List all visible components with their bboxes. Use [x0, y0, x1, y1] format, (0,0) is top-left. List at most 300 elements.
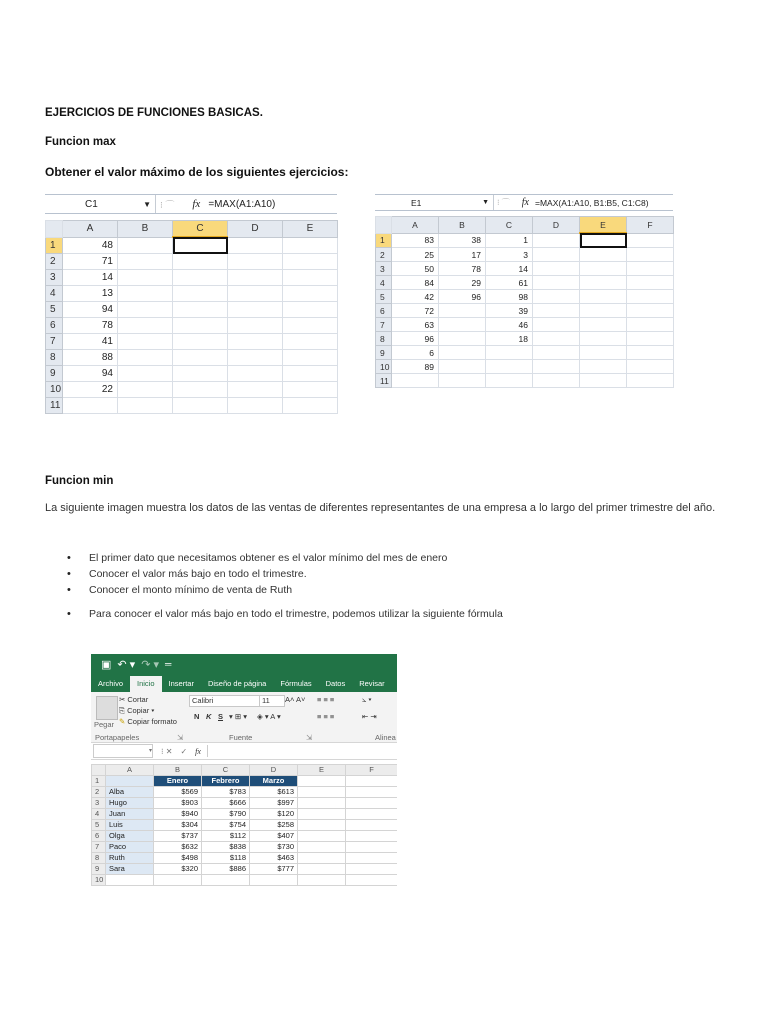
cell[interactable]	[250, 875, 298, 886]
cell[interactable]: 17	[439, 248, 486, 262]
cell[interactable]	[627, 346, 674, 360]
cell[interactable]: 63	[392, 318, 439, 332]
cell[interactable]	[627, 374, 674, 388]
cell[interactable]	[346, 831, 398, 842]
table-row	[46, 302, 338, 318]
cell[interactable]	[228, 270, 283, 286]
cell[interactable]	[533, 360, 580, 374]
name-cell[interactable]: Luis	[106, 820, 154, 831]
row-header[interactable]: 2	[376, 248, 392, 262]
list-item: • El primer dato que necesitamos obtener es el valor mínimo del mes de enero	[45, 550, 725, 566]
excel-window	[91, 654, 397, 900]
row-header[interactable]: 1	[92, 776, 106, 787]
column-header[interactable]: F	[346, 765, 398, 776]
cell[interactable]	[118, 382, 173, 398]
cell[interactable]	[533, 346, 580, 360]
cell[interactable]: $613	[250, 787, 298, 798]
cell[interactable]	[627, 290, 674, 304]
cell[interactable]	[298, 820, 346, 831]
cell[interactable]: $790	[202, 809, 250, 820]
cell[interactable]	[298, 787, 346, 798]
cell[interactable]: 61	[486, 276, 533, 290]
font-size-select[interactable]: 11	[259, 695, 285, 707]
cell[interactable]: $118	[202, 853, 250, 864]
cell[interactable]	[173, 318, 228, 334]
row-header[interactable]: 6	[376, 304, 392, 318]
copy-icon: ⎘	[119, 706, 128, 715]
cell[interactable]	[486, 374, 533, 388]
cell[interactable]: $886	[202, 864, 250, 875]
row-header[interactable]: 8	[46, 350, 63, 366]
row-header[interactable]: 5	[46, 302, 63, 318]
column-header[interactable]: A	[106, 765, 154, 776]
formula-bar	[91, 743, 397, 760]
cell[interactable]	[106, 875, 154, 886]
cell[interactable]	[118, 302, 173, 318]
row-header[interactable]: 7	[376, 318, 392, 332]
separator-icon: ⁝ ⌒	[160, 199, 175, 210]
cell[interactable]: 25	[392, 248, 439, 262]
cell[interactable]	[298, 831, 346, 842]
cell[interactable]	[580, 332, 627, 346]
cell[interactable]	[283, 254, 338, 270]
cell[interactable]	[118, 318, 173, 334]
table-row	[46, 237, 338, 254]
cell[interactable]	[298, 809, 346, 820]
formula-text[interactable]: =MAX(A1:A10, B1:B5, C1:C8)	[534, 197, 649, 208]
cell[interactable]	[283, 318, 338, 334]
cell[interactable]: 38	[439, 233, 486, 248]
cell[interactable]	[392, 374, 439, 388]
row-header[interactable]: 2	[46, 254, 63, 270]
italic-button[interactable]: K	[206, 712, 212, 721]
dropdown-arrow-icon[interactable]: ▼	[143, 199, 151, 209]
align-left-icon[interactable]: ≡ ≡ ≡	[317, 712, 335, 721]
table-row	[376, 276, 674, 290]
paste-icon[interactable]	[96, 696, 118, 720]
table-row	[92, 798, 398, 809]
min-bullet-list	[45, 550, 725, 598]
cell[interactable]: $112	[202, 831, 250, 842]
cell[interactable]: 14	[486, 262, 533, 276]
row-header[interactable]: 4	[46, 286, 63, 302]
cell[interactable]	[228, 318, 283, 334]
cell[interactable]: 50	[392, 262, 439, 276]
column-header[interactable]: A	[392, 217, 439, 234]
name-box[interactable]	[45, 195, 156, 213]
row-header[interactable]: 4	[92, 809, 106, 820]
cell[interactable]: $258	[250, 820, 298, 831]
cell[interactable]	[173, 334, 228, 350]
format-painter-button[interactable]	[119, 717, 177, 726]
cell[interactable]	[533, 276, 580, 290]
tab-datos[interactable]: Datos	[325, 679, 346, 688]
cell[interactable]	[580, 374, 627, 388]
fill-color-icon[interactable]: ◈ ▾ A ▾	[257, 712, 281, 721]
header-cell[interactable]: Febrero	[202, 776, 250, 787]
row-header[interactable]: 8	[376, 332, 392, 346]
cell[interactable]: 72	[392, 304, 439, 318]
cell[interactable]	[627, 276, 674, 290]
cell[interactable]	[228, 382, 283, 398]
row-header[interactable]: 10	[46, 382, 63, 398]
grid-corner[interactable]	[376, 217, 392, 234]
cell[interactable]: 96	[392, 332, 439, 346]
cell[interactable]	[533, 332, 580, 346]
cell[interactable]	[283, 270, 338, 286]
cell[interactable]	[118, 366, 173, 382]
cell[interactable]	[173, 254, 228, 270]
cell[interactable]: 3	[486, 248, 533, 262]
cell[interactable]: 41	[63, 334, 118, 350]
cell[interactable]: $632	[154, 842, 202, 853]
enter-icon[interactable]: ✓	[180, 746, 188, 756]
cell[interactable]: 39	[486, 304, 533, 318]
function-icon[interactable]: fx	[521, 197, 529, 208]
cell[interactable]: 98	[486, 290, 533, 304]
cell[interactable]	[533, 290, 580, 304]
cell[interactable]	[346, 787, 398, 798]
cell[interactable]	[118, 334, 173, 350]
cell[interactable]	[283, 286, 338, 302]
row-header[interactable]: 8	[92, 853, 106, 864]
cell[interactable]	[173, 398, 228, 414]
table-row	[376, 332, 674, 346]
cell[interactable]	[118, 270, 173, 286]
cell[interactable]	[439, 332, 486, 346]
cell[interactable]: $997	[250, 798, 298, 809]
redo-icon[interactable]: ↷ ▾	[141, 658, 159, 671]
cell[interactable]	[346, 853, 398, 864]
column-header[interactable]: D	[250, 765, 298, 776]
cell[interactable]	[580, 318, 627, 332]
active-cell[interactable]	[580, 233, 627, 248]
font-name-select[interactable]: Calibri	[189, 695, 261, 707]
column-header[interactable]: E	[298, 765, 346, 776]
table-row	[92, 864, 398, 875]
cell[interactable]: $730	[250, 842, 298, 853]
tab-revisar[interactable]: Revisar	[359, 679, 385, 688]
row-header[interactable]: 5	[376, 290, 392, 304]
cell[interactable]: 89	[392, 360, 439, 374]
cell[interactable]	[228, 366, 283, 382]
name-cell[interactable]: Hugo	[106, 798, 154, 809]
indent-icon[interactable]: ⇤ ⇥	[362, 712, 377, 721]
cell[interactable]	[173, 286, 228, 302]
cell[interactable]	[298, 776, 346, 787]
cell[interactable]	[228, 350, 283, 366]
row-header[interactable]: 11	[376, 374, 392, 388]
table-row	[46, 334, 338, 350]
cell[interactable]	[106, 776, 154, 787]
cell[interactable]: $407	[250, 831, 298, 842]
tab-insertar[interactable]: Insertar	[168, 679, 194, 688]
cell[interactable]	[118, 254, 173, 270]
cell[interactable]: $666	[202, 798, 250, 809]
cell[interactable]	[228, 237, 283, 254]
cell[interactable]	[283, 237, 338, 254]
cell[interactable]	[173, 350, 228, 366]
tab-formulas[interactable]: Fórmulas	[280, 679, 312, 688]
tab-archivo[interactable]: Archivo	[98, 679, 124, 688]
cell[interactable]: $320	[154, 864, 202, 875]
undo-icon[interactable]: ↶ ▾	[117, 658, 136, 671]
borders-icon[interactable]: ▾ ⊞ ▾	[229, 712, 247, 721]
cell[interactable]	[627, 233, 674, 248]
row-header[interactable]: 5	[92, 820, 106, 831]
row-header[interactable]: 9	[46, 366, 63, 382]
cut-button[interactable]	[119, 695, 148, 704]
row-header[interactable]: 1	[46, 237, 63, 254]
column-header[interactable]: C	[486, 217, 533, 234]
cell[interactable]	[283, 398, 338, 414]
save-icon[interactable]: ▣	[101, 658, 112, 671]
cell[interactable]: $120	[250, 809, 298, 820]
cell[interactable]	[439, 304, 486, 318]
cell[interactable]	[173, 366, 228, 382]
row-header[interactable]: 10	[376, 360, 392, 374]
cell[interactable]: $783	[202, 787, 250, 798]
function-icon[interactable]: fx	[192, 198, 201, 210]
cell[interactable]: $304	[154, 820, 202, 831]
align-top-icon[interactable]: ≡ ≡ ≡	[317, 695, 335, 704]
cell[interactable]: 84	[392, 276, 439, 290]
cell[interactable]	[118, 237, 173, 254]
column-header[interactable]: B	[154, 765, 202, 776]
cell[interactable]	[533, 318, 580, 332]
customize-icon[interactable]: ═	[165, 659, 172, 669]
cell[interactable]	[118, 350, 173, 366]
cell[interactable]: 94	[63, 302, 118, 318]
cell[interactable]	[283, 350, 338, 366]
cell[interactable]	[533, 248, 580, 262]
cell[interactable]: 18	[486, 332, 533, 346]
cell[interactable]	[346, 864, 398, 875]
bold-button[interactable]: N	[194, 712, 200, 721]
cell[interactable]: $463	[250, 853, 298, 864]
cell[interactable]	[283, 382, 338, 398]
row-header[interactable]: 4	[376, 276, 392, 290]
cell[interactable]: 1	[486, 233, 533, 248]
cell[interactable]: 42	[392, 290, 439, 304]
cell[interactable]	[283, 366, 338, 382]
tab-inicio[interactable]: Inicio	[130, 676, 162, 692]
column-header[interactable]: B	[118, 221, 173, 238]
cell[interactable]	[439, 374, 486, 388]
row-header[interactable]: 2	[92, 787, 106, 798]
cell[interactable]: $838	[202, 842, 250, 853]
cell[interactable]	[580, 248, 627, 262]
cell[interactable]	[298, 864, 346, 875]
row-header[interactable]: 6	[46, 318, 63, 334]
dropdown-arrow-icon[interactable]: ▼	[482, 199, 489, 206]
cell[interactable]	[63, 398, 118, 414]
column-header[interactable]: D	[533, 217, 580, 234]
cell[interactable]	[533, 233, 580, 248]
cell[interactable]	[346, 820, 398, 831]
cell[interactable]: 71	[63, 254, 118, 270]
row-header[interactable]: 9	[92, 864, 106, 875]
row-header[interactable]: 9	[376, 346, 392, 360]
cell[interactable]	[173, 302, 228, 318]
cell[interactable]	[228, 254, 283, 270]
cell[interactable]	[627, 262, 674, 276]
cancel-icon[interactable]: ⁝ ✕	[161, 746, 173, 756]
cell[interactable]: $903	[154, 798, 202, 809]
cell[interactable]	[580, 304, 627, 318]
cell[interactable]	[283, 302, 338, 318]
row-header[interactable]: 7	[46, 334, 63, 350]
name-box[interactable]: ▾	[93, 744, 153, 758]
cell[interactable]	[173, 270, 228, 286]
cell[interactable]	[173, 382, 228, 398]
name-cell[interactable]: Sara	[106, 864, 154, 875]
name-cell[interactable]: Olga	[106, 831, 154, 842]
column-header[interactable]: C	[202, 765, 250, 776]
cell[interactable]	[439, 346, 486, 360]
column-header[interactable]: B	[439, 217, 486, 234]
cell[interactable]	[298, 875, 346, 886]
column-header[interactable]: F	[627, 217, 674, 234]
cell[interactable]: $777	[250, 864, 298, 875]
column-header-selected[interactable]: C	[173, 221, 228, 238]
cell[interactable]	[580, 276, 627, 290]
cell[interactable]	[346, 798, 398, 809]
function-icon[interactable]: fx	[195, 746, 201, 756]
cell[interactable]	[202, 875, 250, 886]
cell[interactable]	[346, 776, 398, 787]
header-cell[interactable]: Marzo	[250, 776, 298, 787]
cell[interactable]: 88	[63, 350, 118, 366]
cell[interactable]	[580, 262, 627, 276]
cell[interactable]	[298, 842, 346, 853]
column-header-selected[interactable]: E	[580, 217, 627, 234]
cell[interactable]	[154, 875, 202, 886]
cell[interactable]	[627, 304, 674, 318]
copy-button[interactable]: ⎘ Copiar ▾	[119, 706, 155, 715]
cell[interactable]: 29	[439, 276, 486, 290]
row-header[interactable]: 3	[92, 798, 106, 809]
row-header[interactable]: 1	[376, 233, 392, 248]
cell[interactable]	[298, 798, 346, 809]
column-header[interactable]: D	[228, 221, 283, 238]
formula-bar	[375, 194, 673, 211]
cell[interactable]	[486, 360, 533, 374]
cell[interactable]	[533, 262, 580, 276]
cell[interactable]: 78	[439, 262, 486, 276]
cell[interactable]: 78	[63, 318, 118, 334]
orientation-icon[interactable]: ⦣ ▾	[362, 695, 372, 704]
brush-icon: ✎	[119, 717, 128, 726]
cell[interactable]: 94	[63, 366, 118, 382]
grid-corner[interactable]	[92, 765, 106, 776]
cell[interactable]: 48	[63, 237, 118, 254]
cell[interactable]: $737	[154, 831, 202, 842]
cell[interactable]: 83	[392, 233, 439, 248]
row-header[interactable]: 6	[92, 831, 106, 842]
row-header[interactable]: 3	[376, 262, 392, 276]
cell[interactable]: 6	[392, 346, 439, 360]
cell[interactable]	[228, 302, 283, 318]
cell[interactable]	[580, 290, 627, 304]
underline-button[interactable]: S	[218, 712, 224, 721]
column-header[interactable]: E	[283, 221, 338, 238]
cell[interactable]	[346, 875, 398, 886]
cell[interactable]	[283, 334, 338, 350]
cell[interactable]: 96	[439, 290, 486, 304]
row-header[interactable]: 3	[46, 270, 63, 286]
group-label-alignment: Alinea	[375, 733, 396, 742]
cell[interactable]: $940	[154, 809, 202, 820]
cell[interactable]	[627, 360, 674, 374]
cell[interactable]	[580, 360, 627, 374]
cell[interactable]	[439, 318, 486, 332]
cell[interactable]	[118, 398, 173, 414]
format-painter-label: Copiar formato	[127, 717, 177, 726]
paste-button[interactable]: Pegar	[94, 720, 115, 729]
active-cell[interactable]	[173, 237, 228, 254]
cell[interactable]	[627, 332, 674, 346]
cell[interactable]: 13	[63, 286, 118, 302]
cell[interactable]	[627, 318, 674, 332]
dialog-launcher-icon[interactable]: ⇲	[306, 733, 313, 742]
cell[interactable]: $754	[202, 820, 250, 831]
cell[interactable]	[580, 346, 627, 360]
tab-diseno[interactable]: Diseño de página	[207, 679, 267, 688]
table-row	[376, 318, 674, 332]
cell[interactable]	[228, 398, 283, 414]
header-cell[interactable]: Enero	[154, 776, 202, 787]
cell[interactable]	[346, 809, 398, 820]
row-header[interactable]: 10	[92, 875, 106, 886]
cell[interactable]	[486, 346, 533, 360]
cell[interactable]: 14	[63, 270, 118, 286]
name-cell[interactable]: Juan	[106, 809, 154, 820]
sheet-grid	[45, 220, 338, 414]
cell[interactable]	[533, 374, 580, 388]
name-box[interactable]	[375, 195, 494, 210]
cell[interactable]	[118, 286, 173, 302]
cell[interactable]	[298, 853, 346, 864]
table-row	[376, 374, 674, 388]
cell[interactable]	[228, 334, 283, 350]
cell[interactable]: 22	[63, 382, 118, 398]
table-row	[376, 360, 674, 374]
name-cell[interactable]: Alba	[106, 787, 154, 798]
cell[interactable]: $569	[154, 787, 202, 798]
cell[interactable]	[627, 248, 674, 262]
column-header[interactable]: A	[63, 221, 118, 238]
table-row	[376, 304, 674, 318]
table-row	[46, 254, 338, 270]
formula-text[interactable]: =MAX(A1:A10)	[208, 198, 276, 210]
cell[interactable]	[533, 304, 580, 318]
cell[interactable]	[439, 360, 486, 374]
cell[interactable]	[228, 286, 283, 302]
name-cell[interactable]: Ruth	[106, 853, 154, 864]
table-row	[46, 382, 338, 398]
name-cell[interactable]: Paco	[106, 842, 154, 853]
dialog-launcher-icon[interactable]: ⇲	[177, 733, 184, 742]
row-header[interactable]: 7	[92, 842, 106, 853]
grid-corner[interactable]	[46, 221, 63, 238]
formula-input[interactable]	[207, 745, 397, 757]
font-grow-icon[interactable]: A˄ A˅	[285, 695, 306, 704]
row-header[interactable]: 11	[46, 398, 63, 414]
cell[interactable]	[346, 842, 398, 853]
cell[interactable]: $498	[154, 853, 202, 864]
cell[interactable]: 46	[486, 318, 533, 332]
